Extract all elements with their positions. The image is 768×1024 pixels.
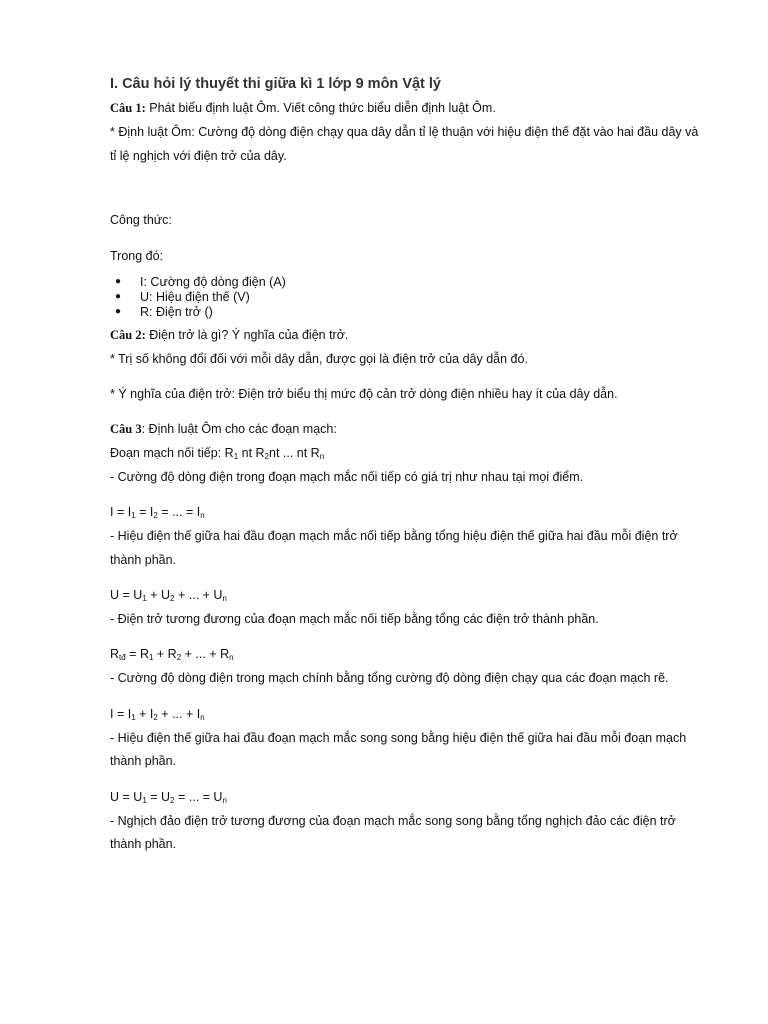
ohm-law-definition-line-2: tỉ lệ nghịch với điện trở của dây. bbox=[110, 149, 287, 163]
bullet-icon: ● bbox=[115, 291, 122, 302]
list-item: U: Hiệu điện thế (V) bbox=[140, 290, 250, 304]
parallel-voltage-rule-line-1: - Hiệu điện thế giữa hai đầu đoạn mạch mắc song song bằng hiệu điện thế giữa hai đầu mỗi đoạn mạch bbox=[110, 731, 687, 745]
question-1-text: Phát biểu định luật Ôm. Viết công thức biểu diễn định luật Ôm. bbox=[145, 101, 496, 115]
question-2 bbox=[110, 327, 348, 343]
series-resistance-rule: - Điện trở tương đương của đoạn mạch mắc nối tiếp bằng tổng các điện trở thành phần. bbox=[110, 612, 599, 626]
formula-parallel-current: $I = I_1 + I_2$ + ... + $I_n$ bbox=[110, 707, 205, 722]
series-voltage-rule-line-2: thành phần. bbox=[110, 553, 177, 567]
series-current-rule: - Cường độ dòng điện trong đoạn mạch mắc nối tiếp có giá trị như nhau tại mọi điểm. bbox=[110, 470, 584, 484]
series-voltage-rule-line-1: - Hiệu điện thế giữa hai đầu đoạn mạch mắc nối tiếp bằng tổng hiệu điện thế giữa hai đầu mỗi điện trở bbox=[110, 529, 678, 543]
resistance-definition: * Trị số không đổi đối với mỗi dây dẫn, được gọi là điện trở của dây dẫn đó. bbox=[110, 352, 528, 366]
formula-label: Công thức: bbox=[110, 213, 172, 227]
list-item: I: Cường độ dòng điện (A) bbox=[140, 275, 286, 289]
parallel-resistance-rule-line-2: thành phần. bbox=[110, 837, 177, 851]
formula-series-voltage: $U = U_1 + U_2$ + ... + $U_n$ bbox=[110, 588, 227, 603]
question-3-text: : Định luật Ôm cho các đoạn mạch: bbox=[141, 422, 337, 436]
question-1-label: Câu 1: bbox=[110, 101, 146, 115]
page-title: I. Câu hỏi lý thuyết thi giữa kì 1 lớp 9 môn Vật lý bbox=[110, 76, 442, 92]
formula-parallel-voltage: $U = U_1 = U_2$ = ... = $U_n$ bbox=[110, 790, 227, 805]
bullet-icon: ● bbox=[115, 276, 122, 287]
parallel-resistance-rule-line-1: - Nghịch đảo điện trở tương đương của đoạn mạch mắc song song bằng tổng nghịch đảo các điện trở bbox=[110, 814, 676, 828]
where-label: Trong đó: bbox=[110, 249, 164, 263]
parallel-voltage-rule-line-2: thành phần. bbox=[110, 754, 177, 768]
series-circuit-heading: Đoạn mạch nối tiếp: $R_1$ nt $R_2nt$ ... nt $R_n$ bbox=[110, 446, 325, 461]
bullet-icon: ● bbox=[115, 306, 122, 317]
parallel-current-rule: - Cường độ dòng điện trong mạch chính bằng tổng cường độ dòng điện chạy qua các đoạn mạch rẽ. bbox=[110, 671, 669, 685]
ohm-law-definition-line-1: * Định luật Ôm: Cường độ dòng điện chạy qua dây dẫn tỉ lệ thuận với hiệu điện thế đặt vào hai đầu dây và bbox=[110, 125, 699, 139]
question-2-label: Câu 2: bbox=[110, 328, 146, 342]
question-3 bbox=[110, 421, 337, 437]
question-1 bbox=[110, 100, 496, 116]
formula-series-current: $I = I_1 = I_2$ = ... = $I_n$ bbox=[110, 505, 205, 520]
question-3-label: Câu 3 bbox=[110, 422, 142, 436]
question-2-text: Điện trở là gì? Ý nghĩa của điện trở. bbox=[145, 328, 349, 342]
resistance-meaning: * Ý nghĩa của điện trở: Điện trở biểu thị mức độ cản trở dòng điện nhiều hay ít của dây dẫn. bbox=[110, 387, 618, 401]
list-item: R: Điện trở () bbox=[140, 305, 213, 319]
formula-series-resistance: $R_{tđ} = R_1 + R_2$ + ... + $R_n$ bbox=[110, 647, 234, 662]
